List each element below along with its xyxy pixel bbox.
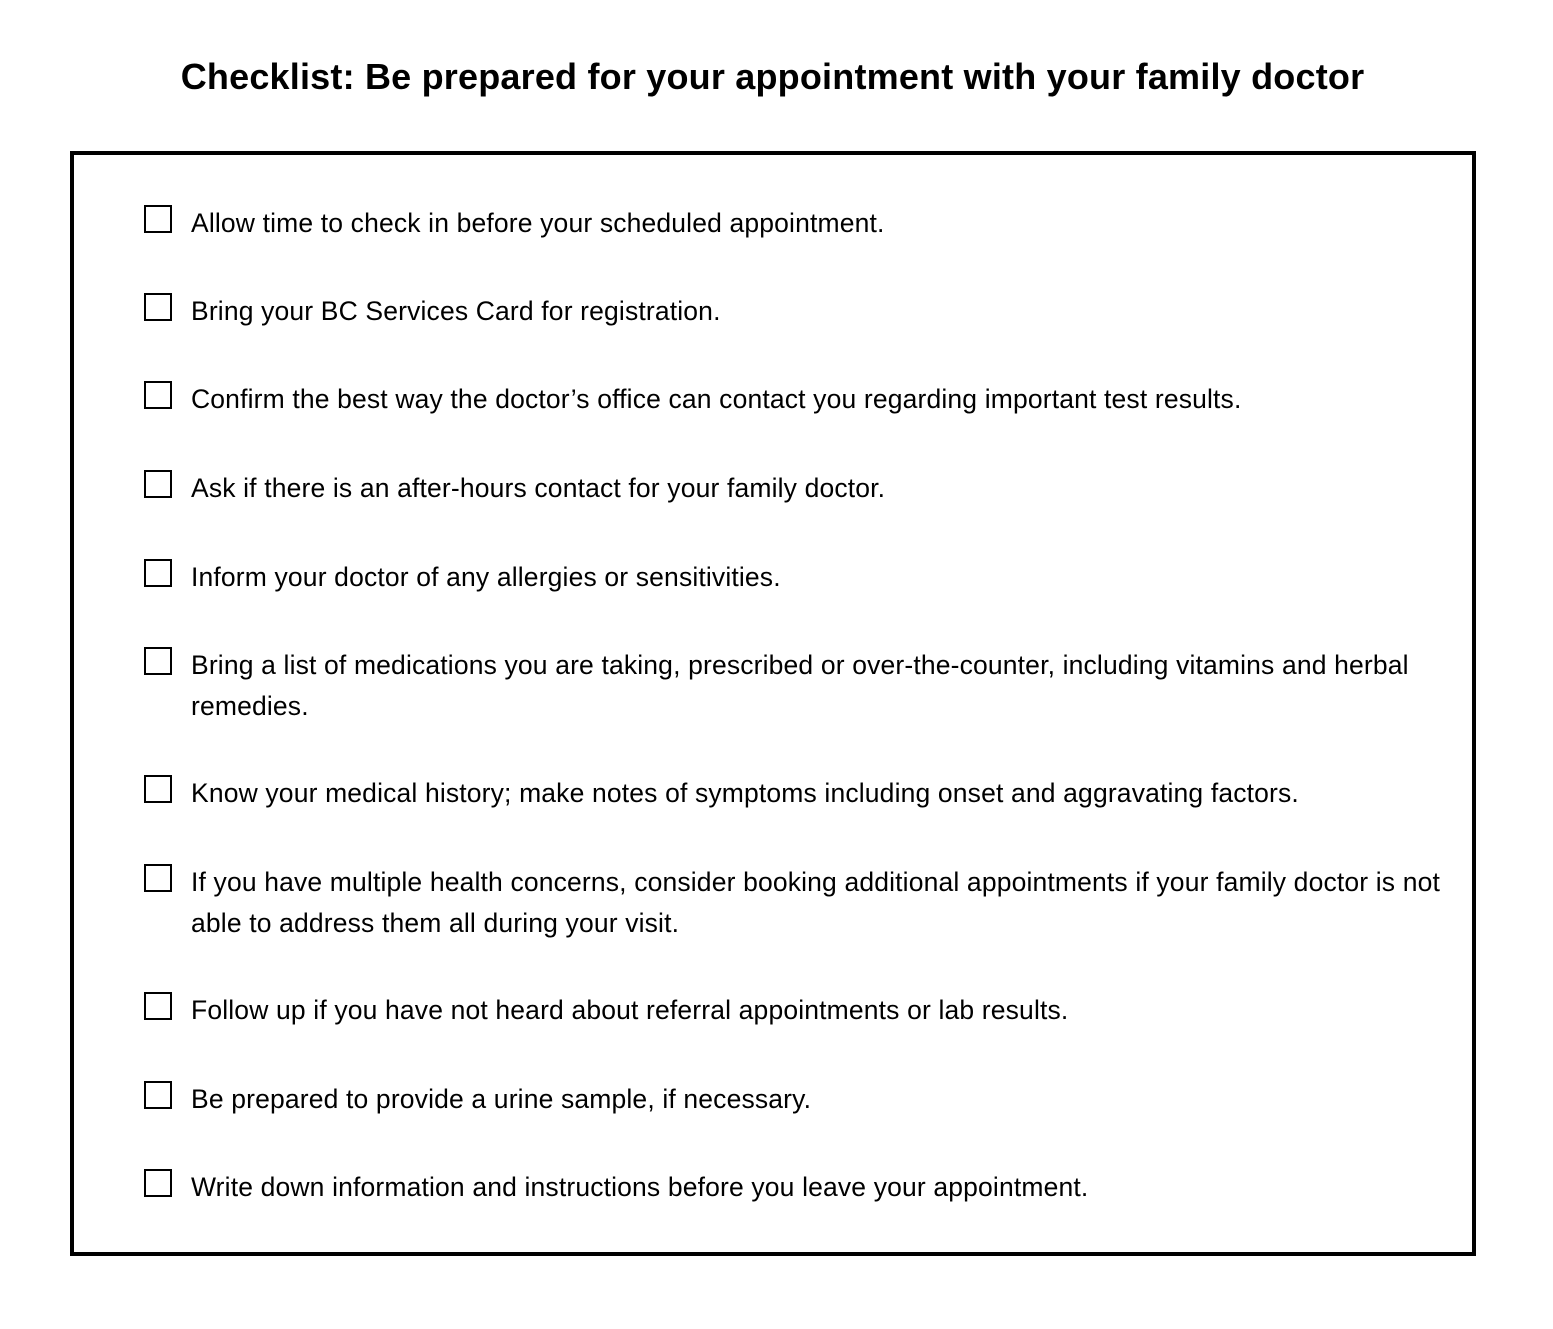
checkbox[interactable]	[144, 775, 172, 803]
checkbox[interactable]	[144, 647, 172, 675]
checklist-item-text: Confirm the best way the doctor’s office can contact you regarding important test results.	[191, 384, 1242, 414]
checklist-item-text: If you have multiple health concerns, consider booking additional appointments if your family doctor is not able to address them all during your visit.	[191, 867, 1440, 938]
checklist-box	[70, 151, 1476, 1256]
checkbox[interactable]	[144, 205, 172, 233]
checkbox[interactable]	[144, 559, 172, 587]
page-title: Checklist: Be prepared for your appointment with your family doctor	[180, 56, 1365, 97]
checklist-item-text: Allow time to check in before your scheduled appointment.	[191, 208, 885, 238]
checkbox[interactable]	[144, 1081, 172, 1109]
checklist-item-text: Write down information and instructions before you leave your appointment.	[191, 1172, 1089, 1202]
checklist-item-text: Inform your doctor of any allergies or sensitivities.	[191, 562, 781, 592]
checklist-item-text: Know your medical history; make notes of symptoms including onset and aggravating factors.	[191, 778, 1299, 808]
checkbox[interactable]	[144, 992, 172, 1020]
checklist-item-text: Ask if there is an after-hours contact for your family doctor.	[191, 473, 886, 503]
checkbox[interactable]	[144, 470, 172, 498]
checklist-item-text: Be prepared to provide a urine sample, if necessary.	[191, 1084, 812, 1114]
checkbox[interactable]	[144, 381, 172, 409]
checklist-item-text: Follow up if you have not heard about referral appointments or lab results.	[191, 995, 1069, 1025]
checklist-item-text: Bring your BC Services Card for registration.	[191, 296, 721, 326]
checkbox[interactable]	[144, 1169, 172, 1197]
checkbox[interactable]	[144, 293, 172, 321]
checklist-item-text: Bring a list of medications you are taking, prescribed or over-the-counter, including vitamins and herbal remedies.	[191, 650, 1409, 721]
checkbox[interactable]	[144, 864, 172, 892]
